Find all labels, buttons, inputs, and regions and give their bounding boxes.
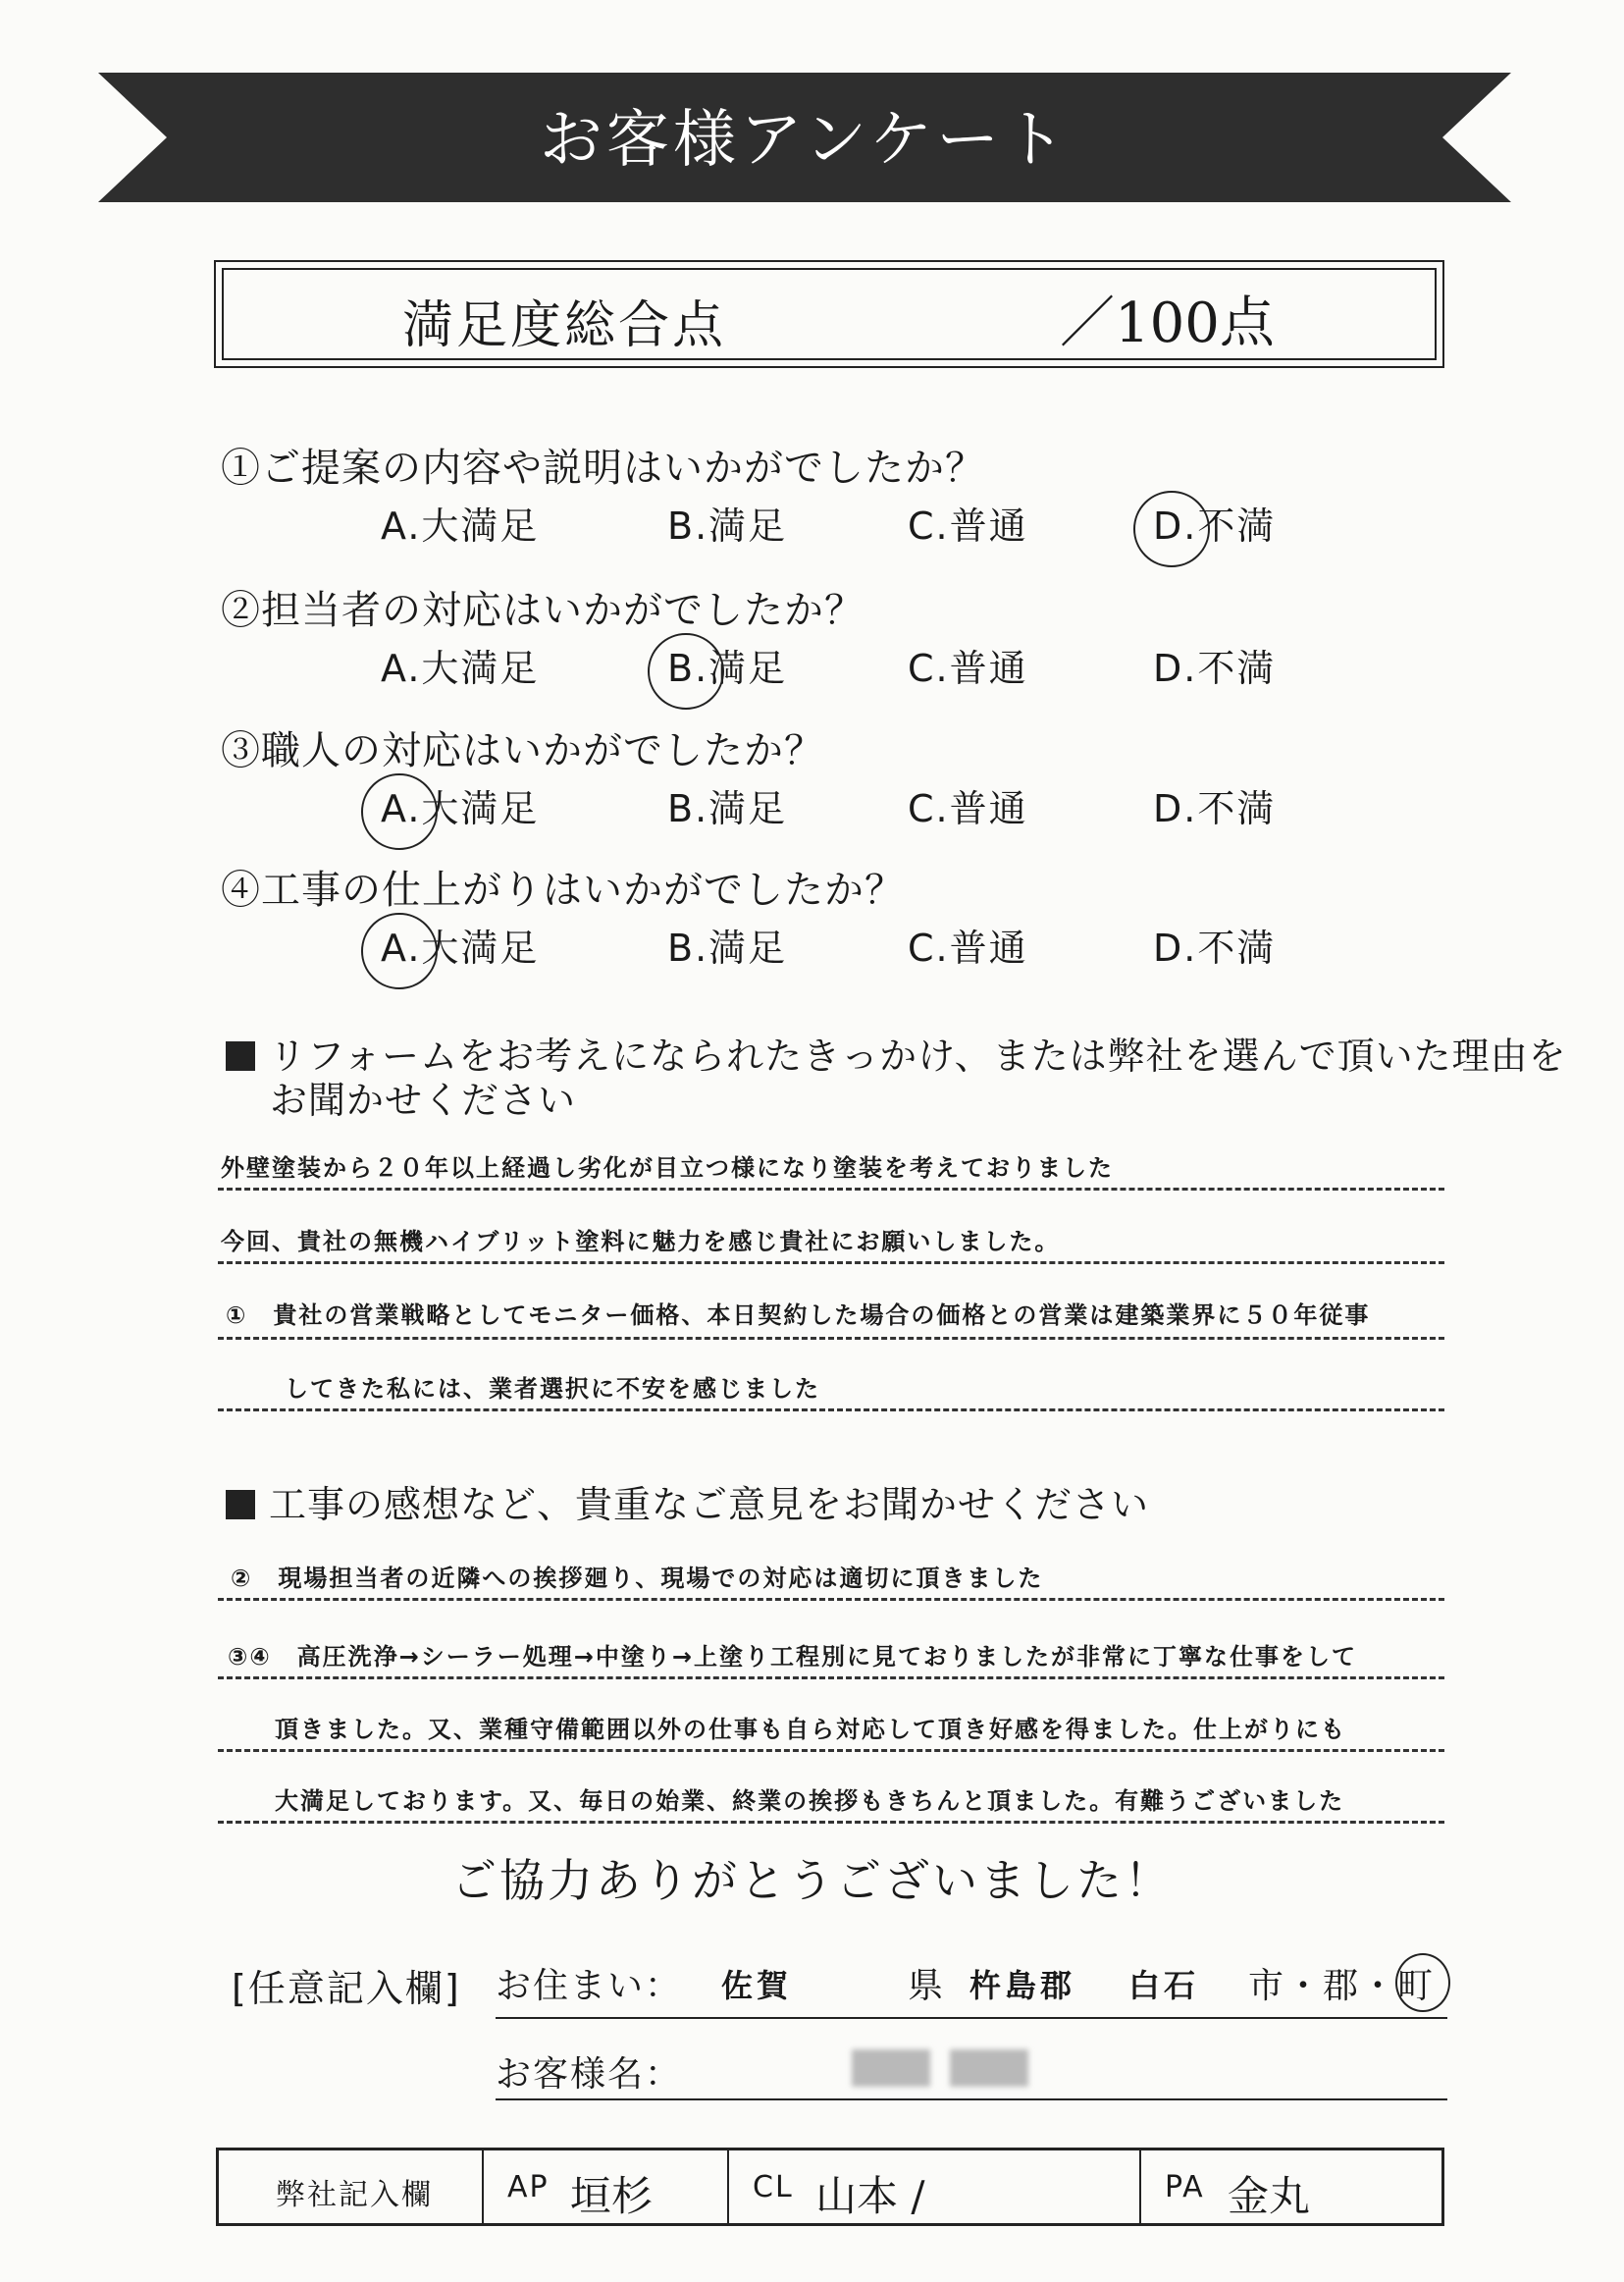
- dotted-line: [218, 1188, 1444, 1191]
- answer1-line-2: 今回、貴社の無機ハイブリット塗料に魅力を感じ貴社にお願いしました。: [221, 1228, 1061, 1255]
- question-1: ①ご提案の内容や説明はいかがでしたか？: [221, 446, 985, 491]
- office-label-cell: [219, 2150, 484, 2223]
- dotted-line: [218, 1676, 1444, 1679]
- name-underline[interactable]: [496, 2098, 1447, 2100]
- optional-section-label: [任意記入欄]: [232, 1967, 461, 2010]
- q3-option-a-selected[interactable]: A.大満足: [381, 787, 540, 830]
- answer2-line-3: 頂きました。又、業種守備範囲以外の仕事も自ら対応して頂き好感を得ました。仕上がりにも: [275, 1716, 1346, 1743]
- q1-option-c[interactable]: C.普通: [908, 504, 1028, 548]
- dotted-line: [218, 1337, 1444, 1340]
- q2-option-b-selected[interactable]: B.満足: [667, 647, 788, 690]
- q2-option-d[interactable]: D.不満: [1153, 647, 1277, 690]
- dotted-line: [218, 1408, 1444, 1411]
- score-total: ／100点: [1060, 292, 1275, 355]
- thanks-message: ご協力ありがとうございました！: [451, 1854, 1173, 1907]
- q2-option-a[interactable]: A.大満足: [381, 647, 540, 690]
- answer1-line-3: ① 貴社の営業戦略としてモニター価格、本日契約した場合の価格との営業は建築業界に５０年従事: [226, 1301, 1371, 1329]
- q1-option-d-selected[interactable]: D.不満: [1153, 504, 1277, 548]
- redacted-name-part2: [950, 2049, 1028, 2087]
- q4-option-d[interactable]: D.不満: [1153, 927, 1277, 970]
- question-3: ③職人の対応はいかがでしたか？: [221, 728, 824, 773]
- office-label: 弊社記入欄: [276, 2178, 433, 2212]
- prefecture-suffix: 県: [908, 1966, 946, 2006]
- cl-label: CL: [753, 2170, 794, 2204]
- score-label: 満足度総合点: [402, 296, 727, 355]
- q3-option-d[interactable]: D.不満: [1153, 787, 1277, 830]
- address-prefecture[interactable]: 佐賀: [721, 1967, 793, 2004]
- section1-heading: リフォームをお考えになられたきっかけ、または弊社を選んで頂いた理由を: [226, 1026, 1567, 1080]
- pa-cell[interactable]: [1141, 2150, 1441, 2223]
- answer2-line-4: 大満足しております。又、毎日の始業、終業の挨拶もきちんと頂ました。有難うございました: [275, 1787, 1345, 1815]
- section2-heading: 工事の感想など、貴重なご意見をお聞かせください: [226, 1474, 1149, 1528]
- q4-option-b[interactable]: B.満足: [667, 927, 788, 970]
- q1-option-a[interactable]: A.大満足: [381, 504, 540, 548]
- address-gun[interactable]: 杵島郡: [969, 1967, 1076, 2004]
- title-banner: [98, 61, 1511, 208]
- dotted-line: [218, 1821, 1444, 1824]
- bullet-square-icon: [226, 1490, 255, 1519]
- cl-cell[interactable]: [729, 2150, 1141, 2223]
- q3-option-b[interactable]: B.満足: [667, 787, 788, 830]
- survey-title: お客様アンケート: [539, 104, 1071, 177]
- dotted-line: [218, 1261, 1444, 1264]
- question-2: ②担当者の対応はいかがでしたか？: [221, 588, 864, 633]
- answer1-line-1: 外壁塗装から２０年以上経過し劣化が目立つ様になり塗装を考えておりました: [221, 1154, 1114, 1182]
- pa-value[interactable]: 金丸: [1228, 2172, 1311, 2220]
- pa-label: PA: [1165, 2170, 1205, 2204]
- ap-value[interactable]: 垣杉: [570, 2172, 654, 2220]
- q4-option-c[interactable]: C.普通: [908, 927, 1028, 970]
- redacted-name-part1: [852, 2049, 930, 2087]
- bullet-square-icon: [226, 1041, 255, 1071]
- score-box: [214, 260, 1444, 368]
- answer2-line-1: ② 現場担当者の近隣への挨拶廻り、現場での対応は適切に頂きました: [231, 1565, 1044, 1592]
- ap-cell[interactable]: [484, 2150, 729, 2223]
- customer-name-label: お客様名：: [496, 2054, 683, 2095]
- dotted-line: [218, 1749, 1444, 1752]
- cl-value[interactable]: 山本 /: [815, 2172, 925, 2220]
- city-suffix: 市・郡・町: [1248, 1966, 1436, 2006]
- q3-option-c[interactable]: C.普通: [908, 787, 1028, 830]
- address-underline: [496, 2017, 1447, 2019]
- answer1-line-4: してきた私には、業者選択に不安を感じました: [285, 1375, 820, 1403]
- office-use-table: [216, 2148, 1444, 2226]
- address-city[interactable]: 白石: [1128, 1967, 1200, 2004]
- q4-option-a-selected[interactable]: A.大満足: [381, 927, 540, 970]
- ap-label: AP: [507, 2170, 550, 2204]
- selected-cho-circle: [1395, 1953, 1450, 2012]
- q1-option-b[interactable]: B.満足: [667, 504, 788, 548]
- question-4: ④工事の仕上がりはいかがでしたか？: [221, 868, 905, 913]
- answer2-line-2: ③④ 高圧洗浄→シーラー処理→中塗り→上塗り工程別に見ておりましたが非常に丁寧な仕事をして: [228, 1643, 1357, 1671]
- dotted-line: [218, 1598, 1444, 1601]
- section1-heading-cont: お聞かせください: [270, 1079, 577, 1122]
- address-label: お住まい：: [496, 1966, 683, 2006]
- q2-option-c[interactable]: C.普通: [908, 647, 1028, 690]
